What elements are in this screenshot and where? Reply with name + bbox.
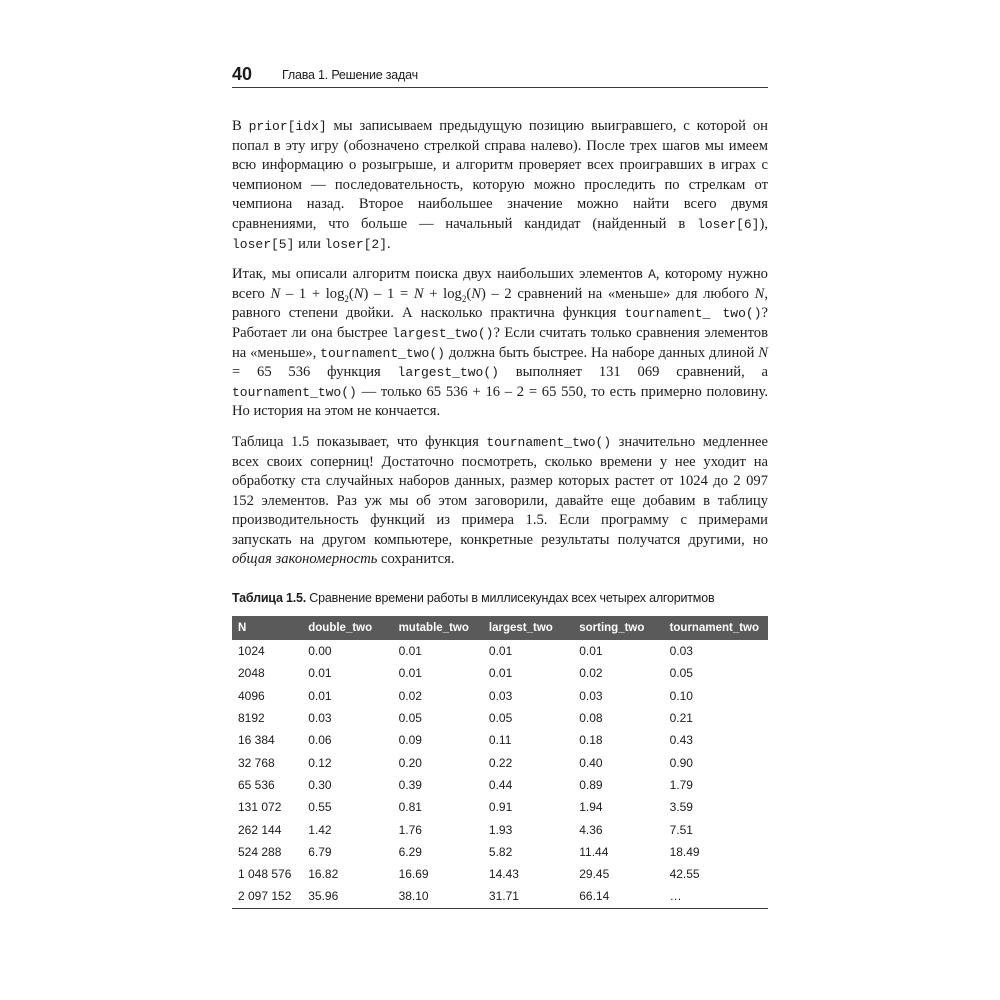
table-cell: 1.79 — [669, 777, 693, 792]
table-cell: 0.01 — [398, 644, 422, 659]
paragraph-2 — [232, 265, 768, 422]
subscript: 2 — [461, 293, 467, 304]
inline-code: tournament_two() — [486, 434, 612, 450]
table-cell: 0.12 — [308, 755, 332, 770]
table-row — [232, 841, 768, 863]
text-run: ) – 2 сравнений на «меньше» для любого — [480, 285, 755, 302]
math-variable: N — [758, 344, 768, 361]
table-cell: 0.21 — [669, 711, 693, 726]
inline-code: loser[5] — [232, 236, 295, 252]
table-cell: 5.82 — [488, 844, 513, 859]
text-run: + log — [423, 285, 462, 302]
table-row — [232, 729, 768, 751]
column-header-tournament-two: tournament_two — [664, 616, 768, 640]
table-row — [232, 685, 768, 707]
table-cell: 0.01 — [398, 666, 422, 681]
column-header-double-two: double_two — [302, 616, 392, 640]
table-cell: 1.42 — [308, 822, 332, 837]
table-cell: 0.09 — [398, 733, 422, 748]
table-cell: 0.06 — [308, 733, 332, 748]
text-run: ( — [348, 285, 354, 302]
table-cell: 38.10 — [393, 885, 483, 908]
table-header — [232, 616, 768, 640]
table-row — [232, 774, 768, 796]
inline-code: tournament_two() — [320, 345, 445, 361]
paragraph-1 — [232, 117, 768, 254]
table-cell: 0.22 — [488, 755, 513, 770]
table-cell: 29.45 — [579, 867, 610, 882]
table-cell: 4096 — [238, 688, 265, 703]
table-caption-label: Таблица 1.5. — [232, 591, 307, 605]
table-body — [232, 640, 768, 908]
table-cell: 0.03 — [308, 711, 332, 726]
text-run: . — [387, 235, 391, 252]
table-cell: 32 768 — [238, 755, 275, 770]
table-cell: 0.43 — [669, 733, 693, 748]
table-cell: 31.71 — [483, 885, 573, 908]
text-run: сохранится. — [377, 551, 455, 568]
table-cell: 16.82 — [308, 867, 339, 882]
table-cell: 0.00 — [308, 644, 332, 659]
table-cell: 11.44 — [579, 844, 609, 859]
table-cell: 3.59 — [669, 800, 693, 815]
table-cell: 1.93 — [488, 822, 513, 837]
table-cell: 0.01 — [488, 666, 513, 681]
text-run: , равного степени двойки. А насколько практична функция — [232, 285, 768, 322]
table-cell: 0.03 — [488, 688, 513, 703]
text-run: должна быть быстрее. На наборе данных длиной — [444, 344, 759, 361]
table-row — [232, 751, 768, 773]
table-cell: 18.49 — [669, 844, 700, 859]
table-cell: 2048 — [238, 666, 265, 681]
column-header-largest-two: largest_two — [483, 616, 573, 640]
table-cell: 42.55 — [669, 867, 700, 882]
table-cell: 4.36 — [579, 822, 603, 837]
inline-code: tournament_ two() — [624, 306, 762, 322]
table-cell: 35.96 — [302, 885, 392, 908]
table-cell: 0.01 — [308, 666, 332, 681]
table-cell: 0.44 — [488, 777, 513, 792]
table-row — [232, 885, 768, 908]
table-cell: 1024 — [238, 644, 265, 659]
table-cell: 6.29 — [398, 844, 422, 859]
table-cell: 0.91 — [488, 800, 513, 815]
text-run: или — [294, 235, 325, 252]
table-cell: 262 144 — [238, 822, 282, 837]
table-cell: 0.02 — [398, 688, 422, 703]
math-variable: N — [270, 285, 281, 302]
page-number: 40 — [232, 64, 253, 84]
math-variable: N — [471, 285, 481, 302]
text-run: мы записываем предыдущую позицию выигравшего, с которой он попал в эту игру (обозначено стрелкой справа налево). После трех шагов мы имеем всю информацию о розыгрыше, и алгоритм проверяет всех проигравших в играх с чемпионом — последовательность, которую можно проследить по стрелкам от чемпиона назад. Второе наибольшее значение можно найти всего двумя сравнениями, что больше — начальный кандидат (найденный в — [232, 118, 768, 232]
math-variable: N — [353, 285, 364, 302]
table-cell: 2 097 152 — [232, 885, 302, 908]
table-cell: 1 048 576 — [238, 867, 292, 882]
text-run: ? Если считать только сравнения элементов на «меньше», — [232, 324, 768, 361]
column-header-mutable-two: mutable_two — [393, 616, 483, 640]
text-run: ( — [466, 285, 472, 302]
table-cell: 66.14 — [573, 885, 663, 908]
table-cell: 7.51 — [669, 822, 693, 837]
table-cell: 16 384 — [238, 733, 275, 748]
table-cell: 0.30 — [308, 777, 332, 792]
table-cell: 0.81 — [398, 800, 422, 815]
column-header-n: N — [232, 616, 302, 640]
paragraph-3 — [232, 433, 768, 570]
inline-code: A — [648, 267, 656, 283]
table-caption — [232, 590, 768, 606]
table-cell: 0.08 — [579, 711, 603, 726]
table-cell: 0.90 — [669, 755, 693, 770]
timing-table — [232, 616, 768, 909]
text-run: ) – 1 = — [363, 285, 414, 302]
table-cell: 0.89 — [579, 777, 603, 792]
table-row — [232, 818, 768, 840]
table-cell: 16.69 — [398, 867, 429, 882]
table-cell: 0.01 — [308, 688, 332, 703]
inline-code: tournament_two() — [232, 384, 357, 400]
text-run: ? Работает ли она быстрее — [232, 305, 769, 341]
table-cell: 65 536 — [238, 777, 275, 792]
inline-code: loser[6] — [697, 216, 760, 232]
text-run: Итак, мы описали алгоритм поиска двух наибольших элементов — [232, 266, 649, 283]
inline-code: largest_two() — [392, 325, 494, 341]
text-run: — только 65 536 + 16 – 2 = 65 550, то есть примерно половину. Но история на этом не кончается. — [232, 383, 768, 420]
table-row — [232, 640, 768, 662]
table-cell: 0.11 — [488, 733, 512, 748]
table-cell: 0.05 — [398, 711, 422, 726]
table-cell: 0.55 — [308, 800, 332, 815]
table-cell: 14.43 — [488, 867, 519, 882]
emphasis: общая закономерность — [232, 551, 378, 568]
table-row — [232, 707, 768, 729]
inline-code: loser[2] — [324, 236, 388, 252]
table-cell: 0.18 — [579, 733, 603, 748]
text-run: , которому нужно всего — [232, 266, 768, 302]
table-row — [232, 863, 768, 885]
table-cell: 524 288 — [238, 844, 282, 859]
text-run: Таблица 1.5 показывает, что функция — [232, 433, 487, 450]
text-run: – 1 + log — [280, 285, 345, 302]
math-variable: N — [413, 285, 424, 302]
table-cell: 0.20 — [398, 755, 422, 770]
column-header-sorting-two: sorting_two — [573, 616, 663, 640]
table-row — [232, 662, 768, 684]
text-run: значительно медленнее всех своих соперниц! Достаточно посмотреть, сколько времени у нее уходит на обработку ста случайных наборов данных, размер которых растет от 1024 до 2 097 152 элементов. Раз уж мы об этом заговорили, давайте еще добавим в таблицу производительность функций из примера 1.5. Если программу с примерами запускать на другом компьютере, конкретные результаты получатся другими, но — [232, 433, 768, 548]
table-cell: 1.76 — [398, 822, 422, 837]
table-cell: 131 072 — [238, 800, 282, 815]
text-run: = 65 536 функция — [232, 364, 398, 381]
table-caption-text: Сравнение времени работы в миллисекундах всех четырех алгоритмов — [306, 591, 715, 605]
running-title: Глава 1. Решение задач — [282, 68, 418, 82]
table-cell: 6.79 — [308, 844, 332, 859]
table-cell: 0.39 — [398, 777, 422, 792]
table-cell: 0.05 — [669, 666, 693, 681]
table-row — [232, 796, 768, 818]
page-header — [232, 63, 768, 88]
table-cell: 0.03 — [669, 644, 693, 659]
body-text — [232, 117, 768, 581]
table-cell: 0.01 — [579, 644, 603, 659]
table-header-row — [232, 616, 768, 640]
table-cell: … — [664, 885, 768, 908]
table-cell: 8192 — [238, 711, 265, 726]
table-cell: 0.02 — [579, 666, 603, 681]
table-cell: 0.03 — [579, 688, 603, 703]
table-cell: 1.94 — [579, 800, 603, 815]
inline-code: largest_two() — [397, 365, 499, 381]
text-run: В — [232, 118, 249, 134]
table-cell: 0.10 — [669, 688, 693, 703]
math-variable: N — [754, 285, 765, 302]
table-cell: 0.01 — [488, 644, 513, 659]
inline-code: prior[idx] — [248, 119, 327, 134]
table-cell: 0.40 — [579, 755, 603, 770]
table-cell: 0.05 — [488, 711, 513, 726]
subscript: 2 — [344, 293, 349, 304]
text-run: выполняет 131 069 сравнений, а — [498, 364, 769, 381]
text-run: ), — [759, 215, 768, 232]
